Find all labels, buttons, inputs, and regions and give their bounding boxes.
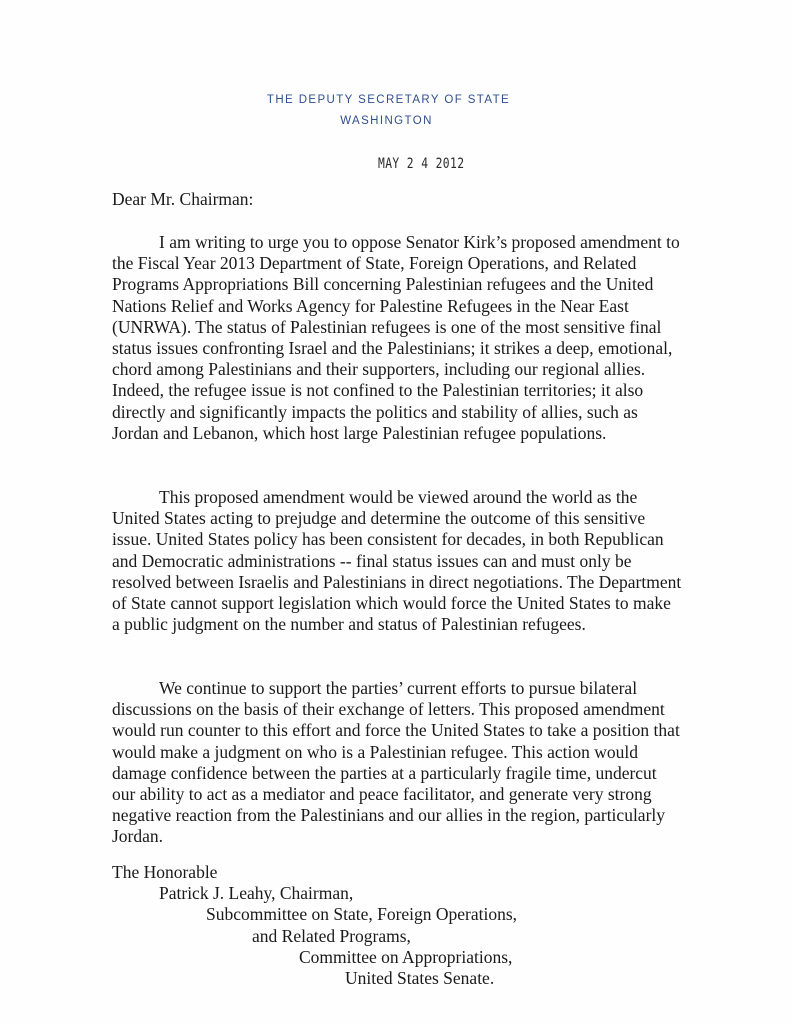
letterhead	[0, 90, 791, 132]
addressee-subcommittee: Subcommittee on State, Foreign Operations,	[206, 904, 518, 925]
paragraph-3: We continue to support the parties’ current efforts to pursue bilateral discussions on the basis of their exchange of letters. This proposed amendment would run counter to this effort and force the United States to take a position that would make a judgment on who is a Palestinian refugee. This action would damage confidence between the parties at a particularly fragile time, undercut our ability to act as a mediator and peace facilitator, and generate very strong negative reaction from the Palestinians and our allies in the region, particularly Jordan.	[112, 678, 680, 847]
paragraph-2: This proposed amendment would be viewed around the world as the United States acting to prejudge and determine the outcome of this sensitive issue. United States policy has been consistent for decades, in both Republican and Democratic administrations -- final status issues can and must only be resolved between Israelis and Palestinians in direct negotiations. The Department of State cannot support legislation which would force the United States to make a public judgment on the number and status of Palestinian refugees.	[112, 487, 682, 635]
paragraph-1: I am writing to urge you to oppose Senator Kirk’s proposed amendment to the Fiscal Year 2013 Department of State, Foreign Operations, and Related Programs Appropriations Bill concerning Palestinian refugees and the United Nations Relief and Works Agency for Palestine Refugees in the Near East (UNRWA). The status of Palestinian refugees is one of the most sensitive final status issues confronting Israel and the Palestinians; it strikes a deep, emotional, chord among Palestinians and their supporters, including our regional allies. Indeed, the refugee issue is not confined to the Palestinian territories; it also directly and significantly impacts the politics and stability of allies, such as Jordan and Lebanon, which host large Palestinian refugee populations.	[112, 232, 680, 443]
addressee-block	[112, 862, 517, 989]
addressee-name: Patrick J. Leahy, Chairman,	[159, 883, 354, 904]
salutation: Dear Mr. Chairman:	[112, 189, 254, 209]
addressee-honorific: The Honorable	[112, 862, 218, 882]
addressee-senate: United States Senate.	[345, 968, 495, 989]
addressee-committee: Committee on Appropriations,	[299, 946, 513, 967]
letterhead-title: THE DEPUTY SECRETARY OF STATE	[266, 94, 511, 106]
letterhead-city: WASHINGTON	[340, 115, 433, 127]
addressee-subcommittee-cont: and Related Programs,	[252, 925, 411, 946]
date-stamp: MAY 2 4 2012	[378, 156, 465, 172]
